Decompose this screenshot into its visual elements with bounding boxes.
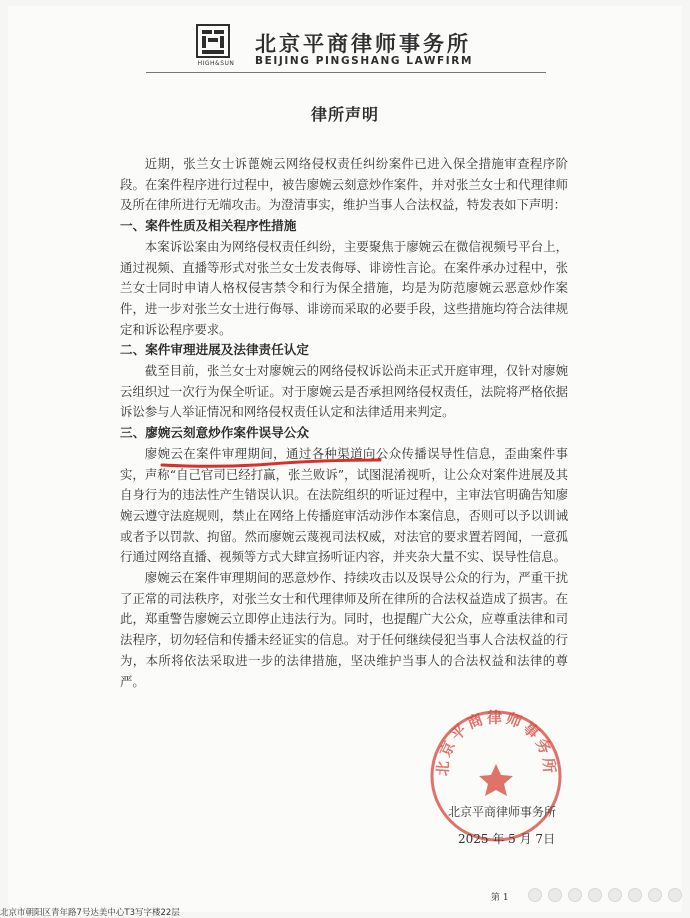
intro-paragraph: 近期，张兰女士诉蓖婉云网络侵权责任纠纷案件已进入保全措施审查程序阶段。在案件程序进行过程中，被告廖婉云刻意炒作案件，并对张兰女士和代理律师及所在律所进行无端攻击。为澄清事实，维护当事人合法权益，特发表如下声明： <box>120 156 568 213</box>
section-3-paragraph: 廖婉云在案件审理期间，通过各种渠道向公众传播误导性信息，歪曲案件事实，声称“自己官司已经打赢，张兰败诉”，试图混淆视听，让公众对案件进展及其自身行为的违法性产生错误认识。在法院组织的听证过程中，主审法官明确告知廖婉云遵守法庭规则，禁止在网络上传播庭审活动涉作本案信息，否则可以予以训诫或者予以罚款、拘留。然而廖婉云蔑视司法权威，对法官的要求置若罔闻，一意孤行通过网络直播、视频等方式大肆宣扬听证内容，并夹杂大量不实、误导性信息。 <box>120 445 568 565</box>
document-title: 律所声明 <box>310 105 379 124</box>
pager-dot[interactable] <box>668 888 682 902</box>
closing-paragraph: 廖婉云在案件审理期间的恶意炒作、持续攻击以及误导公众的行为，严重干扰了正常的司法秩序，对张兰女士和代理律师及所在律所的合法权益造成了损害。在此，郑重警告廖婉云立即停止违法行为。同时，也提醒广大公众，应尊重法律和司法程序，切勿轻信和传播未经证实的信息。对于任何继续侵犯当事人合法权益的行为，本所将依法采取进一步的法律措施，坚决维护当事人的合法权益和法律的尊严。 <box>120 570 568 689</box>
section-2-heading: 二、案件审理进展及法律责任认定 <box>120 342 309 358</box>
firm-seal <box>426 706 566 846</box>
firm-name-cn: 北京平商律师事务所 <box>255 32 471 56</box>
signature-org: 北京平商律师事务所 <box>448 805 557 819</box>
document-page <box>8 6 682 912</box>
body-text <box>120 154 568 692</box>
section-3-heading: 三、廖婉云刻意炒作案件误导公众 <box>120 425 309 441</box>
pager-dot[interactable] <box>568 888 582 902</box>
pager-dot[interactable] <box>588 888 602 902</box>
image-pager-dots[interactable] <box>528 888 682 902</box>
signature-date: 2025 年 5 月 7日 <box>458 832 556 846</box>
pager-dot[interactable] <box>548 888 562 902</box>
firm-logo-icon <box>196 24 230 58</box>
letterhead <box>8 6 682 78</box>
section-1-heading: 一、案件性质及相关程序性措施 <box>120 218 297 234</box>
seal-text: 北京平商律师事务所 <box>433 708 559 777</box>
pager-dot[interactable] <box>628 888 642 902</box>
pager-dot[interactable] <box>608 888 622 902</box>
footer-address: 北京市朝阳区青年路7号达美中心T3写字楼22层 <box>0 908 180 918</box>
red-underline-annotation <box>160 457 382 469</box>
page-number: 第 1 <box>491 893 509 903</box>
header-divider <box>146 72 546 73</box>
logo-text: HIGH&SUN <box>197 60 235 67</box>
pager-dot[interactable] <box>648 888 662 902</box>
section-2-paragraph: 截至目前，张兰女士对廖婉云的网络侵权诉讼尚未正式开庭审理，仅针对廖婉云组织过一次行为保全听证。对于廖婉云是否承担网络侵权责任，法院将严格依据诉讼参与人举证情况和网络侵权责任认定和法律适用来判定。 <box>120 363 568 420</box>
firm-name-en: BEIJING PINGSHANG LAWFIRM <box>255 55 474 67</box>
section-1-paragraph: 本案诉讼案由为网络侵权责任纠纷，主要聚焦于廖婉云在微信视频号平台上，通过视频、直播等形式对张兰女士发表侮辱、诽谤性言论。在案件承办过程中，张兰女士同时申请人格权侵害禁令和行为保全措施，均是为防范廖婉云恶意炒作案件，进一步对张兰女士进行侮辱、诽谤而采取的必要手段，这些措施均符合法律规定和诉讼程序要求。 <box>120 238 568 337</box>
pager-dot[interactable] <box>528 888 542 902</box>
